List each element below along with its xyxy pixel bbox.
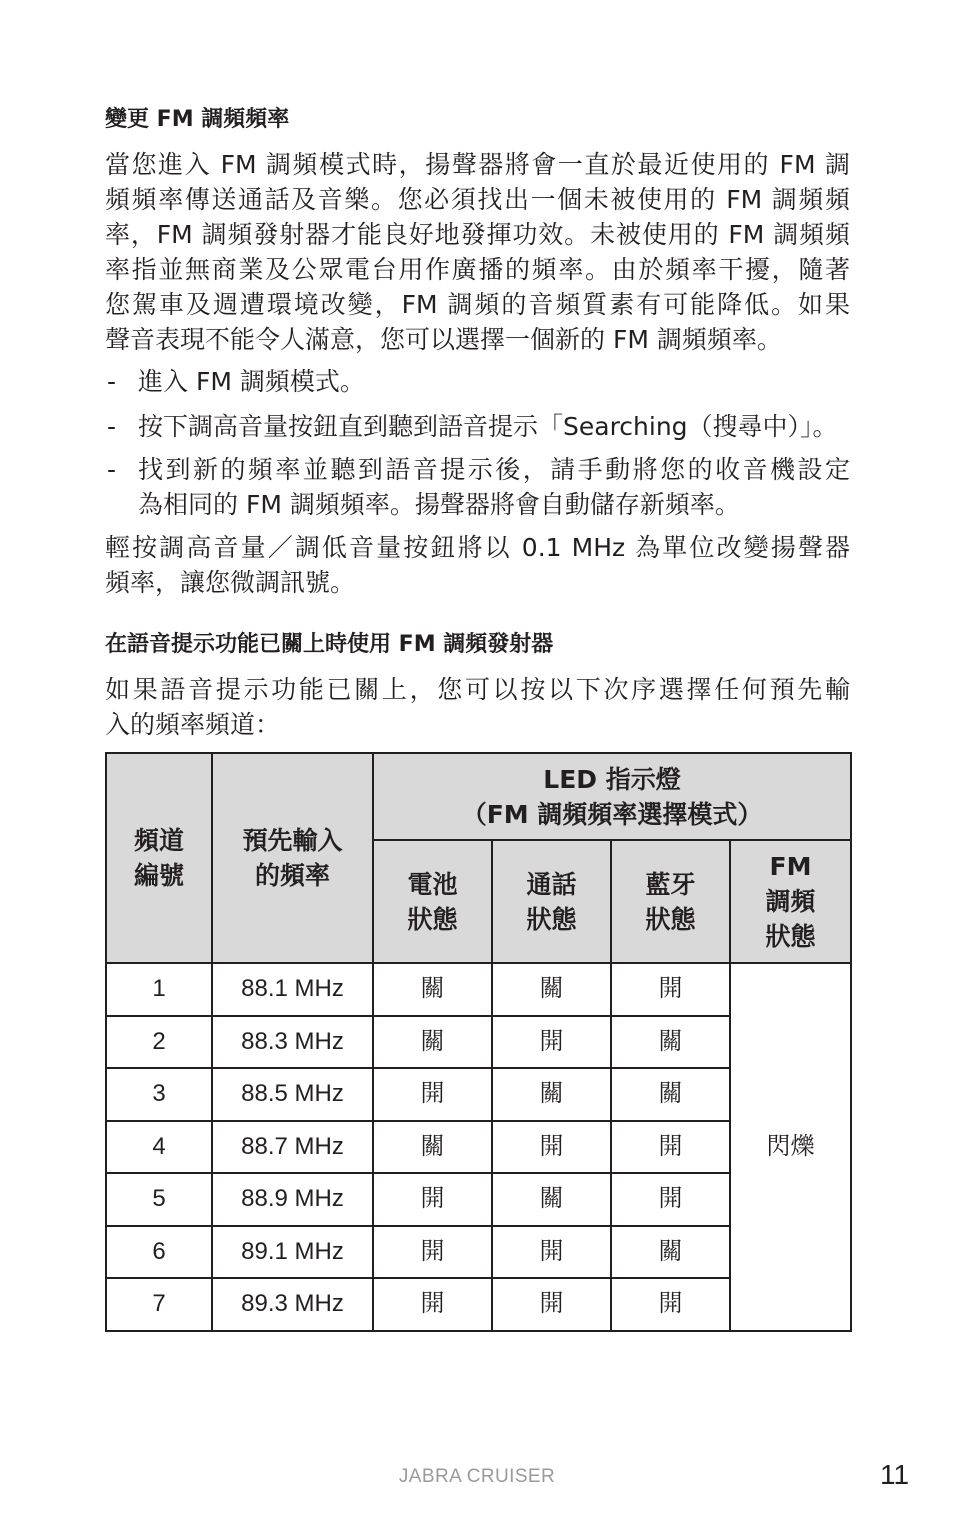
cell-channel: 5 — [106, 1173, 212, 1226]
header-call-status: 通話 狀態 — [492, 840, 611, 963]
tuning-note-line: 輕按調高音量／調低音量按鈕將以 0.1 MHz 為單位改變揚聲器 — [105, 533, 850, 562]
cell-frequency: 88.9 MHz — [212, 1173, 373, 1226]
intro-paragraph — [105, 147, 850, 357]
tuning-note-line: 頻率，讓您微調訊號。 — [105, 568, 356, 597]
step-text-line: 進入 FM 調頻模式。 — [138, 367, 365, 396]
cell-call-status: 開 — [492, 1226, 611, 1279]
table-header-row — [106, 753, 851, 840]
cell-call-status: 開 — [492, 1121, 611, 1174]
step-bullet: - — [107, 367, 117, 396]
cell-frequency: 89.3 MHz — [212, 1278, 373, 1331]
intro-paragraph-line: 聲音表現不能令人滿意，您可以選擇一個新的 FM 調頻頻率。 — [105, 325, 782, 354]
cell-bluetooth-status: 關 — [611, 1226, 730, 1279]
cell-frequency: 88.3 MHz — [212, 1016, 373, 1069]
cell-channel: 4 — [106, 1121, 212, 1174]
footer-product-name: JABRA CRUISER — [398, 1466, 556, 1487]
cell-call-status: 開 — [492, 1278, 611, 1331]
preset-intro-line: 如果語音提示功能已關上，您可以按以下次序選擇任何預先輸 — [105, 675, 850, 704]
cell-battery-status: 關 — [373, 963, 492, 1016]
cell-call-status: 開 — [492, 1016, 611, 1069]
cell-bluetooth-status: 開 — [611, 1121, 730, 1174]
step-text — [138, 452, 850, 522]
step-text — [138, 409, 850, 444]
cell-call-status: 關 — [492, 1173, 611, 1226]
preset-frequency-table — [105, 752, 852, 1332]
step-item-2 — [105, 409, 850, 444]
cell-bluetooth-status: 開 — [611, 1278, 730, 1331]
cell-frequency: 88.1 MHz — [212, 963, 373, 1016]
cell-channel: 2 — [106, 1016, 212, 1069]
step-text — [138, 364, 850, 399]
section-heading-change-fm-frequency: 變更 FM 調頻頻率 — [105, 107, 290, 132]
cell-channel: 7 — [106, 1278, 212, 1331]
step-text-line: 找到新的頻率並聽到語音提示後，請手動將您的收音機設定 — [138, 455, 850, 484]
cell-call-status: 關 — [492, 1068, 611, 1121]
cell-battery-status: 開 — [373, 1068, 492, 1121]
header-fm-status: FM 調頻 狀態 — [730, 840, 851, 963]
step-bullet: - — [107, 455, 117, 484]
cell-battery-status: 開 — [373, 1173, 492, 1226]
preset-intro-line: 入的頻率頻道： — [105, 710, 281, 739]
cell-battery-status: 關 — [373, 1121, 492, 1174]
step-item-3 — [105, 452, 850, 522]
cell-battery-status: 開 — [373, 1278, 492, 1331]
cell-bluetooth-status: 開 — [611, 1173, 730, 1226]
cell-battery-status: 開 — [373, 1226, 492, 1279]
step-bullet: - — [107, 412, 117, 441]
intro-paragraph-line: 頻頻率傳送通話及音樂。您必須找出一個未被使用的 FM 調頻頻 — [105, 185, 850, 214]
header-channel-number: 頻道 編號 — [106, 753, 212, 963]
page-number: 11 — [880, 1459, 910, 1490]
cell-channel: 1 — [106, 963, 212, 1016]
intro-paragraph-line: 當您進入 FM 調頻模式時，揚聲器將會一直於最近使用的 FM 調 — [105, 150, 850, 179]
preset-intro-paragraph — [105, 672, 850, 742]
header-led-indicator: LED 指示燈 （FM 調頻頻率選擇模式） — [373, 753, 851, 840]
header-preset-frequency: 預先輸入 的頻率 — [212, 753, 373, 963]
step-text-line: 為相同的 FM 調頻頻率。揚聲器將會自動儲存新頻率。 — [138, 490, 740, 519]
section-heading-voice-guidance-off: 在語音提示功能已關上時使用 FM 調頻發射器 — [105, 632, 554, 657]
table-row — [106, 963, 851, 1016]
step-text-line: 按下調高音量按鈕直到聽到語音提示「Searching（搜尋中）」。 — [138, 412, 838, 441]
cell-bluetooth-status: 關 — [611, 1068, 730, 1121]
cell-channel: 6 — [106, 1226, 212, 1279]
tuning-note-paragraph — [105, 530, 850, 600]
intro-paragraph-line: 您駕車及週遭環境改變，FM 調頻的音頻質素有可能降低。如果 — [105, 290, 850, 319]
cell-bluetooth-status: 開 — [611, 963, 730, 1016]
header-bluetooth-status: 藍牙 狀態 — [611, 840, 730, 963]
cell-channel: 3 — [106, 1068, 212, 1121]
intro-paragraph-line: 率指並無商業及公眾電台用作廣播的頻率。由於頻率干擾，隨著 — [105, 255, 850, 284]
cell-frequency: 88.7 MHz — [212, 1121, 373, 1174]
cell-fm-status-flashing: 閃爍 — [730, 963, 851, 1331]
cell-frequency: 88.5 MHz — [212, 1068, 373, 1121]
cell-bluetooth-status: 關 — [611, 1016, 730, 1069]
cell-battery-status: 關 — [373, 1016, 492, 1069]
header-battery-status: 電池 狀態 — [373, 840, 492, 963]
cell-frequency: 89.1 MHz — [212, 1226, 373, 1279]
intro-paragraph-line: 率，FM 調頻發射器才能良好地發揮功效。未被使用的 FM 調頻頻 — [105, 220, 850, 249]
cell-call-status: 關 — [492, 963, 611, 1016]
step-item-1 — [105, 364, 850, 399]
